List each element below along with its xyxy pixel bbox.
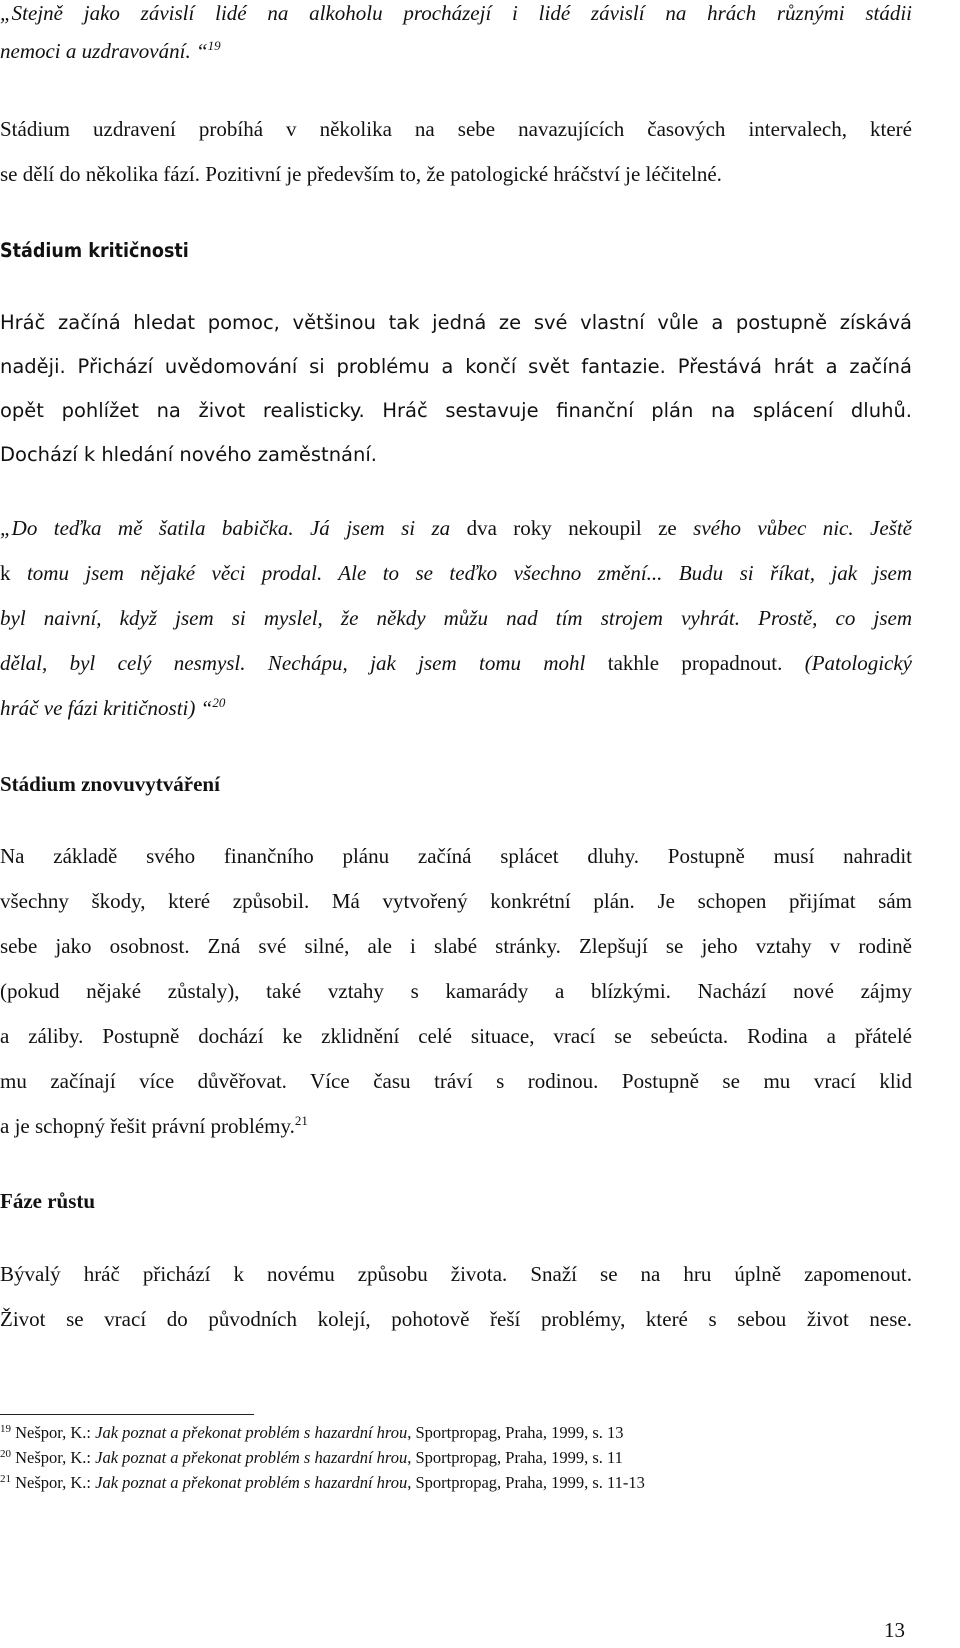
footnote-ref-19: 19	[207, 38, 221, 53]
footnote-ref-21: 21	[294, 1113, 308, 1128]
intro-quote-line-2: nemoci a uzdravování. “$^{19}$	[0, 38, 221, 63]
quote-line-1: „Do teďka mě šatila babička. Já jsem si za dva roky nekoupil ze svého vůbec nic. Ještě	[0, 516, 912, 540]
quote-line-4: dělal, byl celý nesmysl. Nechápu, jak jsem tomu mohl takhle propadnout. (Patologický	[0, 651, 912, 675]
para3-line-5: a záliby. Postupně dochází ke zklidnění celé situace, vrací se sebeúcta. Rodina a přátelé	[0, 1024, 912, 1048]
page-number: 13	[884, 1618, 905, 1642]
para2-line-3: opět pohlížet na život realisticky. Hráč sestavuje finanční plán na splácení dluhů.	[0, 399, 912, 422]
para4-line-1: Bývalý hráč přichází k novému způsobu života. Snaží se na hru úplně zapomenout.	[0, 1262, 912, 1286]
quote-line-5: hráč ve fázi kritičnosti) “$^{20}$	[0, 695, 226, 720]
section-heading-faze-rustu: Fáze růstu	[0, 1189, 96, 1213]
section-heading-znovuvytvareni: Stádium znovuvytváření	[0, 772, 220, 796]
footnote-separator	[0, 1414, 254, 1415]
para3-line-6: mu začínají více důvěřovat. Více času tráví s rodinou. Postupně se mu vrací klid	[0, 1069, 912, 1093]
para3-line-4: (pokud nějaké zůstaly), také vztahy s kamarády a blízkými. Nachází nové zájmy	[0, 979, 912, 1003]
para3-line-2: všechny škody, které způsobil. Má vytvořený konkrétní plán. Je schopen přijímat sám	[0, 889, 912, 913]
para3-line-3: sebe jako osobnost. Zná své silné, ale i slabé stránky. Zlepšují se jeho vztahy v rodině	[0, 934, 912, 958]
para2-line-4: Dochází k hledání nového zaměstnání.	[0, 443, 377, 466]
para4-line-2: Život se vrací do původních kolejí, pohotově řeší problémy, které s sebou život nese.	[0, 1307, 912, 1331]
intro-quote-line-1: „Stejně jako závislí lidé na alkoholu procházejí i lidé závislí na hrách různými stádii	[0, 1, 912, 25]
para1-line-2: se dělí do několika fází. Pozitivní je především to, že patologické hráčství je léčitelné.	[0, 162, 722, 186]
section-heading-kriticnost: Stádium kritičnosti	[0, 239, 189, 262]
para2-line-1: Hráč začíná hledat pomoc, většinou tak jedná ze své vlastní vůle a postupně získává	[0, 311, 912, 334]
quote-line-3: byl naivní, když jsem si myslel, že někdy můžu nad tím strojem vyhrát. Prostě, co jsem	[0, 606, 912, 630]
footnote-20: $^{20}$ Nešpor, K.: Jak poznat a překonat problém s hazardní hrou, Sportpropag, Praha, 1999, s. 11	[0, 1448, 623, 1467]
footnote-19: $^{19}$ Nešpor, K.: Jak poznat a překonat problém s hazardní hrou, Sportpropag, Praha, 1999, s. 13	[0, 1423, 624, 1442]
para1-line-1: Stádium uzdravení probíhá v několika na sebe navazujících časových intervalech, které	[0, 117, 912, 141]
para3-line-7: a je schopný řešit právní problémy.$^{21}$	[0, 1113, 308, 1138]
footnote-21: $^{21}$ Nešpor, K.: Jak poznat a překonat problém s hazardní hrou, Sportpropag, Praha, 1999, s. 11-13	[0, 1473, 645, 1492]
footnote-ref-20: 20	[212, 695, 226, 710]
para2-line-2: naději. Přichází uvědomování si problému a končí svět fantazie. Přestává hrát a začíná	[0, 355, 912, 378]
quote-line-2: k tomu jsem nějaké věci prodal. Ale to se teďko všechno změní... Budu si říkat, jak jsem	[0, 561, 912, 585]
para3-line-1: Na základě svého finančního plánu začíná splácet dluhy. Postupně musí nahradit	[0, 844, 912, 868]
